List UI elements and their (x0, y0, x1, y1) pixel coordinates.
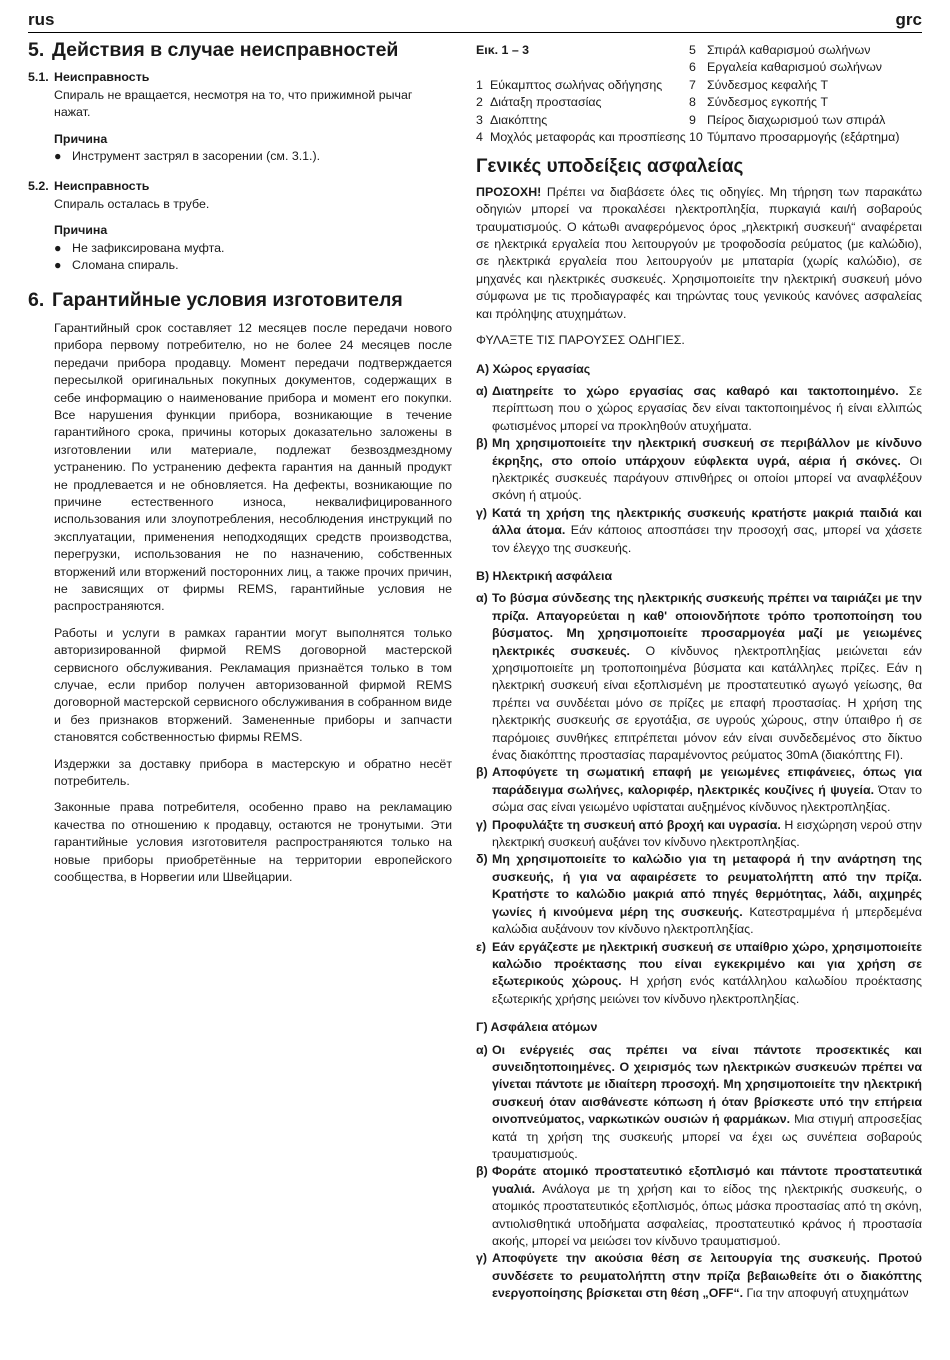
figure-label: Εικ. 1 – 3 (476, 43, 530, 57)
fault-label: Неисправность (54, 70, 150, 85)
warranty-paragraph: Издержки за доставку прибора в мастерскую и обратно несёт потребитель. (54, 756, 452, 789)
warranty-paragraph: Работы и услуги в рамках гарантии могут выполнятся только авторизированной фирмой REMS договорной мастерской сервисного обслуживания. Рекламация признаётся только в том случае, если прибор получен авторизованной фирмой REMS договорной мастерской сервисного обслуживания в собранном виде и без признаков вторжений. Замененные приборы и запчасти становятся собственностью фирмы REMS. (54, 625, 452, 745)
safety-item: γ) Κατά τη χρήση της ηλεκτρικής συσκευής κρατήστε μακριά παιδιά και άλλα άτομα. Εάν κάποιος αποσπάσει την προσοχή σας, μπορεί να χάσετε τον έλεγχο της συσκευής. (476, 505, 922, 555)
figure-legend-item: 5 Σπιράλ καθαρισμού σωλήνων (689, 43, 871, 57)
safety-item: α) Διατηρείτε το χώρο εργασίας σας καθαρό και τακτοποιημένο. Σε περίπτωση που ο χώρος εργασίας δεν είναι τακτοποιημένος ή είναι ελλιπώς φωτισμένος μπορεί να προκληθούν ατυχήματα. (476, 383, 922, 433)
safety-item: β) Μη χρησιμοποιείτε την ηλεκτρική συσκευή σε περιβάλλον με κίνδυνο έκρηξης, στο οποίο υπάρχουν εύφλεκτα υγρά, αέρια ή σκόνες. Οι ηλεκτρικές συσκευές παράγουν σπινθήρες οι οποίοι μπορεί να αναφλέξουν σκόνη ή ατμούς. (476, 436, 922, 503)
section-5-heading: 5. Действия в случае неисправностей (28, 39, 399, 61)
language-code-left: rus (28, 10, 55, 29)
greek-column (476, 42, 922, 1303)
section-a-title: A) Χώρος εργασίας (476, 361, 591, 376)
section-g-title: Γ) Ασφάλεια ατόμων (476, 1020, 598, 1035)
safety-item: ε) Εάν εργάζεστε με ηλεκτρική συσκευή σε υπαίθριο χώρο, χρησιμοποιείτε καλώδιο προέκτασης που είναι εγκεκριμένο και για χρήση σε εξωτερικούς χώρους. Η χρήση ενός κατάλληλου καλωδίου προέκτασης εξωτερικής χρήσης μειώνει τον κίνδυνο ηλεκτροπληξίας. (476, 939, 922, 1006)
subsection-5-1: 5.1. Неисправность Спираль не вращается, несмотря на то, что прижимной рычаг нажат. (28, 69, 452, 121)
figure-legend-item: 3 Διακόπτης (476, 112, 548, 127)
cause-label: Причина (54, 131, 108, 146)
subsection-5-2: 5.2. Неисправность Спираль осталась в трубе. (28, 178, 452, 213)
safety-item: α) Οι ενέργειές σας πρέπει να είναι πάντοτε προσεκτικές και συνειδητοποιημένες. Ο χειρισμός των ηλεκτρικών συσκευών πρέπει να γίνεται πάντοτε με ιδιαίτερη προσοχή. Μη χρησιμοποιείτε την ηλεκτρική συσκευή όταν αισθάνεστε κόπωση ή όταν βρίσκεστε υπό την επήρεια οινοπνεύματος, ναρκωτικών ουσιών ή φαρμάκων. Μια στιγμή απροσεξίας κατά τη χρήση της συσκευής μπορεί να έχει ως συνέπεια σοβαρούς τραυματισμούς. (476, 1042, 923, 1161)
list-item: ● Сломана спираль. (54, 258, 179, 273)
safety-item: β) Αποφύγετε τη σωματική επαφή με γειωμένες επιφάνειες, όπως για παράδειγμα σωλήνες, καλοριφέρ, ηλεκτρικές κουζίνες ή ψυγεία. Όταν το σώμα σας είναι γειωμένο υφίσταται αυξημένος κίνδυνος ηλεκτροπληξίας. (476, 765, 922, 815)
warning-paragraph: ΠΡΟΣΟΧΗ! Πρέπει να διαβάσετε όλες τις οδηγίες. Μη τήρηση των παρακάτω οδηγιών μπορεί να προκαλέσει ηλεκτροπληξία, πυρκαγιά και/ή σοβαρούς τραυματισμούς. Ο κάτωθι αναφερόμενος όρος „ηλεκτρική συσκευή“ αναφέρεται σε ηλεκτρικά εργαλεία που λειτουργούν με τροφοδοσία ρεύματος (με καλώδιο), σε ηλεκτρικά εργαλεία που λειτουργούν με μπαταρία (χωρίς καλώδιο), σε μηχανές και ηλεκτρικές συσκευές. Χρησιμοποιείτε την ηλεκτρική συσκευή μόνο σύμφωνα με τις προδιαγραφές και τηρώντας τους γενικούς κανόνες ασφαλείας και πρόληψης ατυχημάτων. (476, 184, 922, 321)
section-b-title: B) Ηλεκτρική ασφάλεια (476, 568, 613, 583)
fault-label: Неисправность (54, 179, 150, 194)
figure-legend-item: 8 Σύνδεσμος εγκοπής T (689, 95, 829, 110)
figure-legend-item: 1 Εύκαμπτος σωλήνας οδήγησης (476, 77, 663, 92)
figure-legend-item: 9 Πείρος διαχωρισμού των σπιράλ (689, 112, 886, 127)
figure-legend-item: 6 Εργαλεία καθαρισμού σωλήνων (689, 60, 882, 75)
warranty-paragraph: Законные права потребителя, особенно право на рекламацию качества по отношению к продавцу, остаются не тронутыми. Эти гарантийные условия изготовителя распространяются только на новые приборы приобретённые на территории европейского сообщества, в Норвегии или Швейцарии. (54, 800, 452, 885)
safety-item: β) Φοράτε ατομικό προστατευτικό εξοπλισμό και πάντοτε προστατευτικά γυαλιά. Ανάλογα με τη χρήση και το είδος της ηλεκτρικής συσκευής, ο ατομικός προστατευτικός εξοπλισμός, όπως μάσκα προστασίας από τη σκόνη, αντιολισθητικά υποδήματα ασφαλείας, προστατευτικό κράνος ή προστασία ακοής, μπορεί να μειώσει τον κίνδυνο τραυματισμού. (476, 1164, 922, 1248)
cause-label: Причина (54, 223, 108, 238)
figure-legend (476, 42, 922, 146)
figure-legend-item: 2 Διάταξη προστασίας (476, 95, 602, 110)
figure-legend-item: 4 Μοχλός μεταφοράς και προσπίεσης (476, 130, 686, 145)
section-6-heading: 6. Гарантийные условия изготовителя (28, 289, 403, 312)
russian-column (28, 39, 452, 886)
list-item: ● Инструмент застрял в засорении (см. 3.1.). (54, 149, 321, 164)
safety-item: α) Το βύσμα σύνδεσης της ηλεκτρικής συσκευής πρέπει να ταιριάζει με την πρίζα. Απαγορεύεται η καθ' οποιονδήποτε τρόπο τροποποίηση του βύσματος. Μη χρησιμοποιείτε προσαρμογέα μαζί με γειωμένες ηλεκτρικές συσκευές. Ο κίνδυνος ηλεκτροπληξίας μειώνεται εάν χρησιμοποιείτε μη τροποποιημένα βύσματα και κατάλληλες πρίζες. Εάν η ηλεκτρική συσκευή είναι εξοπλισμένη με προστατευτικό αγωγό γείωσης, θα πρέπει να συνδέεται μόνο σε πρίζες με επαφή προστασίας. Η χρήση της ηλεκτρικής συσκευής σε εργοτάξια, σε υγρούς χώρους, στην ύπαιθρο ή σε παρόμοιες συνθήκες επιτρέπεται μόνον εάν είναι συνδεδεμένος στο δίκτυο ένας διακόπτης προστασίας παραμένοντος ρεύματος 30mA (διακόπτης FI). (476, 591, 922, 763)
keep-instructions: ΦΥΛΑΞΤΕ ΤΙΣ ΠΑΡΟΥΣΕΣ ΟΔΗΓΙΕΣ. (476, 333, 685, 348)
fault-text: Спираль осталась в трубе. (54, 196, 210, 211)
fault-text: Спираль не вращается, несмотря на то, что прижимной рычаг нажат. (54, 87, 413, 120)
list-item: ● Не зафиксирована муфта. (54, 240, 225, 255)
safety-item: δ) Μη χρησιμοποιείτε το καλώδιο για τη μεταφορά ή την ανάρτηση της συσκευής, ή για να αφαιρέσετε το ρευματολήπτη από την πρίζα. Κρατήστε το καλώδιο μακριά από πηγές θερμότητας, λάδι, αιχμηρές γωνίες ή κινούμενα μέρη της συσκευής. Κατεστραμμένα ή μπερδεμένα καλώδια αυξάνουν τον κίνδυνο ηλεκτροπληξίας. (476, 852, 923, 937)
safety-item: γ) Προφυλάξτε τη συσκευή από βροχή και υγρασία. Η εισχώρηση νερού στην ηλεκτρική συσκευή αυξάνει τον κίνδυνο ηλεκτροπληξίας. (476, 817, 922, 850)
language-code-right: grc (895, 10, 922, 29)
warranty-paragraph: Гарантийный срок составляет 12 месяцев после передачи нового прибора первому потребителю, но не более 24 месяцев после передачи прибора продавцу. Момент передачи подтверждается пересылкой оригинальных покупных документов, содержащих в себе информацию о наименование прибора и момент его покупки. Все нарушения функции прибора, возникающие в течение гарантийного срока, причины которых доказательно заложены в изготовлении или материале, подлежат безвоздмездному устранению. По устранению дефекта гарантия на данный продукт не продлевается и не обновляется. На дефекты, возникающие по причине естественного износа, неквалифицированного использования или злоупотребления, несоблюдения инструкций по эксплуатации, применения неподходящих средств производства, перегрузки, использования не по назначению, собственных вторжений или вторжений посторонних лиц, а также прочих причин, не зависящих от фирмы REMS, гарантийные условия не распространяются. (54, 320, 452, 614)
figure-legend-item: 7 Σύνδεσμος κεφαλής T (689, 77, 829, 92)
figure-legend-item: 10 Τύμπανο προσαρμογής (εξάρτημα) (689, 130, 900, 145)
safety-title: Γενικές υποδείξεις ασφαλείας (476, 156, 744, 178)
safety-item: γ) Αποφύγετε την ακούσια θέση σε λειτουργία της συσκευής. Προτού συνδέσετε το ρευματολήπτη στην πρίζα βεβαιωθείτε ότι ο διακόπτης ενεργοποίησης βρίσκεται στη θέση „OFF“. Για την αποφυγή ατυχημάτων (476, 1251, 922, 1301)
page-header (28, 8, 922, 33)
